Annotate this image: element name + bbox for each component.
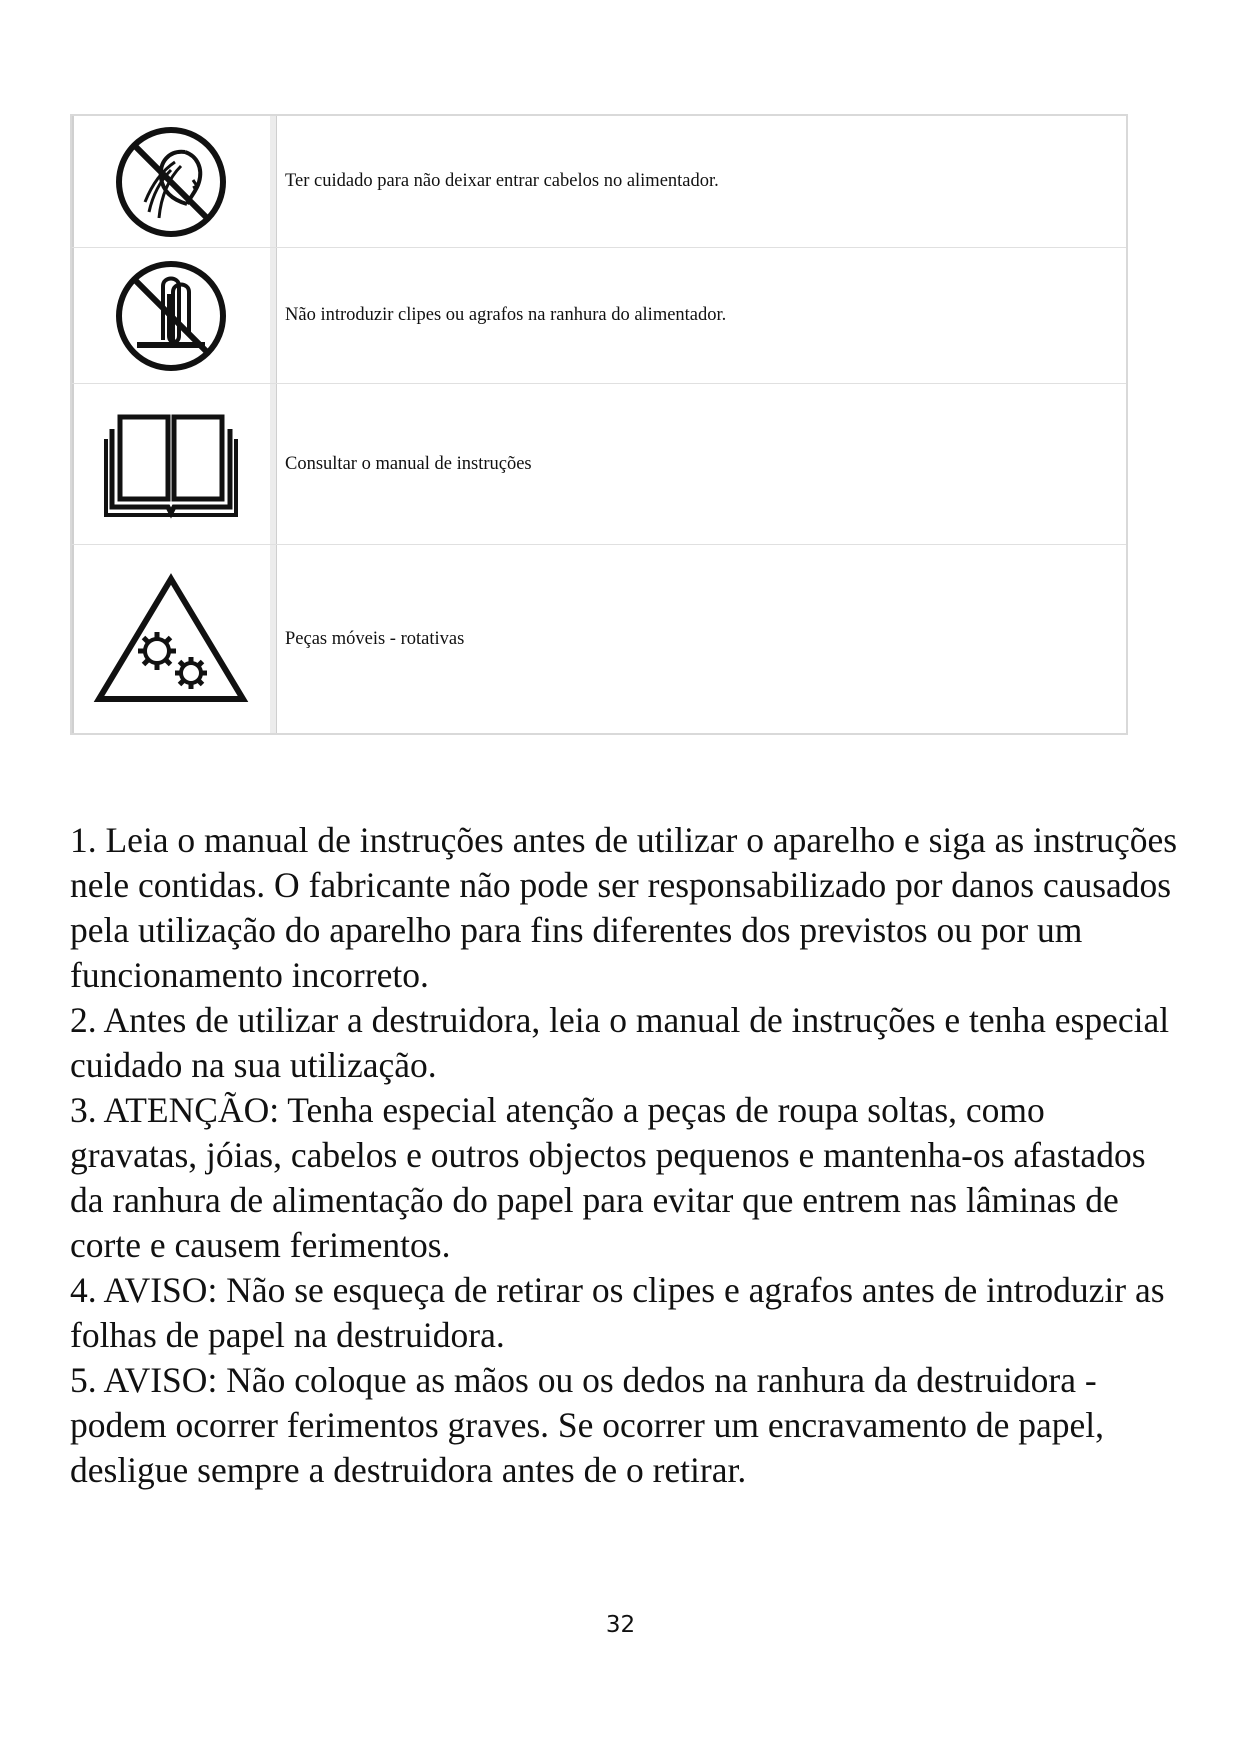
symbol-row-paperclip — [72, 248, 1126, 384]
instruction-item: 4. AVISO: Não se esqueça de retirar os clipes e agrafos antes de introduzir as folhas de papel na destruidora. — [70, 1270, 1165, 1355]
instruction-item: 5. AVISO: Não coloque as mãos ou os dedos na ranhura da destruidora - podem ocorrer ferimentos graves. Se ocorrer um encravamento de papel, desligue sempre a destruidora antes de o retirar. — [70, 1360, 1104, 1490]
no-hair-icon — [111, 122, 231, 242]
symbol-description: Consultar o manual de instruções — [276, 384, 1126, 544]
instruction-item: 2. Antes de utilizar a destruidora, leia o manual de instruções e tenha especial cuidado na sua utilização. — [70, 1000, 1170, 1085]
open-book-icon — [102, 409, 240, 519]
safety-symbols-table — [70, 114, 1128, 735]
symbol-row-hair — [72, 116, 1126, 248]
symbol-description: Ter cuidado para não deixar entrar cabelos no alimentador. — [276, 116, 1126, 247]
symbol-row-rotating-parts — [72, 545, 1126, 733]
page-number: 32 — [605, 1612, 636, 1638]
safety-instructions — [70, 818, 1180, 1493]
symbol-description: Não introduzir clipes ou agrafos na ranhura do alimentador. — [276, 248, 1126, 383]
rotating-parts-warning-icon — [91, 569, 251, 709]
no-paperclip-icon — [111, 256, 231, 376]
instruction-item: 1. Leia o manual de instruções antes de utilizar o aparelho e siga as instruções nele contidas. O fabricante não pode ser responsabilizado por danos causados pela utilização do aparelho para fins diferentes dos previstos ou por um funcionamento incorreto. — [70, 820, 1178, 995]
instruction-item: 3. ATENÇÃO: Tenha especial atenção a peças de roupa soltas, como gravatas, jóias, cabelos e outros objectos pequenos e mantenha-os afastados da ranhura de alimentação do papel para evitar que entrem nas lâminas de corte e causem ferimentos. — [70, 1090, 1146, 1265]
symbol-description: Peças móveis - rotativas — [276, 545, 1126, 733]
symbol-row-manual — [72, 384, 1126, 545]
